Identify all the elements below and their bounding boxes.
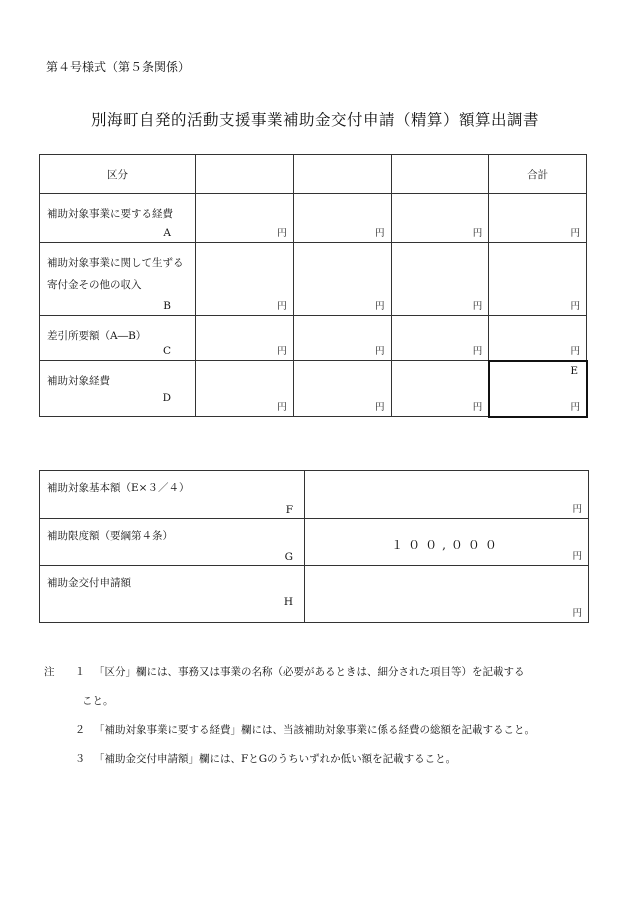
total-subsidy-cell-e[interactable] xyxy=(489,361,587,417)
yen-unit: 円 xyxy=(472,346,483,357)
yen-unit: 円 xyxy=(570,228,580,239)
row-label: 補助対象基本額（E×３／４） xyxy=(47,482,190,494)
yen-unit: 円 xyxy=(277,402,287,413)
note-text: 「補助金交付申請額」欄には、FとGのうちいずれか低い額を記載すること。 xyxy=(94,753,457,765)
yen-unit: 円 xyxy=(472,402,483,413)
amount-cell[interactable] xyxy=(293,243,391,316)
amount-cell[interactable] xyxy=(196,316,294,361)
yen-unit: 円 xyxy=(572,551,582,562)
yen-unit: 円 xyxy=(472,228,483,239)
note-number: ２ xyxy=(74,724,86,736)
note-text: こと。 xyxy=(82,695,114,707)
note-item xyxy=(44,716,604,745)
amount-cell[interactable] xyxy=(391,361,489,417)
table-row xyxy=(40,194,587,243)
amount-cell[interactable] xyxy=(196,361,294,417)
limit-amount-value: １００,０００ xyxy=(391,538,502,552)
note-number: ３ xyxy=(74,753,86,765)
row-label-cell xyxy=(40,361,196,417)
total-amount-cell[interactable] xyxy=(489,243,587,316)
document-title: 別海町自発的活動支援事業補助金交付申請（精算）額算出調書 xyxy=(90,111,539,129)
table-row xyxy=(40,316,587,361)
amount-cell[interactable] xyxy=(293,316,391,361)
yen-unit: 円 xyxy=(374,301,385,312)
notes xyxy=(44,658,604,774)
limit-amount-cell[interactable] xyxy=(305,519,589,566)
row-label: 補助対象事業に要する経費 xyxy=(47,208,173,220)
row-letter: A xyxy=(163,227,171,239)
header-col-1 xyxy=(196,155,294,194)
expense-table-header xyxy=(40,155,587,194)
amount-cell[interactable] xyxy=(305,566,589,623)
row-letter: D xyxy=(162,392,171,404)
row-label-cell xyxy=(40,316,196,361)
table-row xyxy=(40,519,589,566)
table-row xyxy=(40,471,589,519)
amount-cell[interactable] xyxy=(293,194,391,243)
row-letter: B xyxy=(163,300,171,312)
note-item-continued xyxy=(44,687,604,716)
yen-unit: 円 xyxy=(570,402,580,413)
yen-unit: 円 xyxy=(374,346,385,357)
amount-cell[interactable] xyxy=(293,361,391,417)
row-letter: C xyxy=(162,345,171,357)
row-label-cell xyxy=(40,471,305,519)
row-label-cell xyxy=(40,566,305,623)
amount-cell[interactable] xyxy=(391,316,489,361)
header-category: 区分 xyxy=(40,155,196,194)
row-label-cell xyxy=(40,243,196,316)
yen-unit: 円 xyxy=(572,504,582,515)
header-total: 合計 xyxy=(489,155,587,194)
note-text: 「区分」欄には、事務又は事業の名称（必要があるときは、細分された項目等）を記載する xyxy=(94,666,525,678)
total-amount-cell[interactable] xyxy=(489,194,587,243)
row-label-cell xyxy=(40,519,305,566)
row-letter: H xyxy=(283,596,293,608)
amount-cell[interactable] xyxy=(391,194,489,243)
row-letter: G xyxy=(284,551,293,563)
yen-unit: 円 xyxy=(374,228,385,239)
note-item xyxy=(44,745,604,774)
row-label-cell xyxy=(40,194,196,243)
amount-cell[interactable] xyxy=(305,471,589,519)
table-row xyxy=(40,361,587,417)
row-label: 差引所要額（A―B） xyxy=(47,330,147,342)
total-amount-cell[interactable] xyxy=(489,316,587,361)
amount-cell[interactable] xyxy=(391,243,489,316)
expense-table xyxy=(39,154,587,417)
yen-unit: 円 xyxy=(472,301,483,312)
yen-unit: 円 xyxy=(374,402,385,413)
row-label: 補助限度額（要綱第４条） xyxy=(47,530,173,542)
table-row xyxy=(40,566,589,623)
row-label: 補助対象経費 xyxy=(47,375,110,387)
yen-unit: 円 xyxy=(277,301,287,312)
row-letter: F xyxy=(285,504,293,516)
yen-unit: 円 xyxy=(570,301,580,312)
note-item xyxy=(44,658,604,687)
header-col-3 xyxy=(391,155,489,194)
subsidy-table xyxy=(39,470,589,623)
note-text: 「補助対象事業に要する経費」欄には、当該補助対象事業に係る経費の総額を記載すること。 xyxy=(94,724,535,736)
amount-cell[interactable] xyxy=(196,243,294,316)
form-number: 第４号様式（第５条関係） xyxy=(46,60,191,74)
notes-prefix: 注 xyxy=(44,666,55,678)
note-number: １ xyxy=(74,666,86,678)
yen-unit: 円 xyxy=(277,346,287,357)
yen-unit: 円 xyxy=(570,346,580,357)
table-row xyxy=(40,243,587,316)
yen-unit: 円 xyxy=(277,228,287,239)
amount-cell[interactable] xyxy=(196,194,294,243)
row-label: 補助対象事業に関して生ずる寄付金その他の収入 xyxy=(47,257,184,291)
yen-unit: 円 xyxy=(572,608,582,619)
total-letter: E xyxy=(570,365,578,377)
row-label: 補助金交付申請額 xyxy=(47,577,131,589)
header-col-2 xyxy=(293,155,391,194)
